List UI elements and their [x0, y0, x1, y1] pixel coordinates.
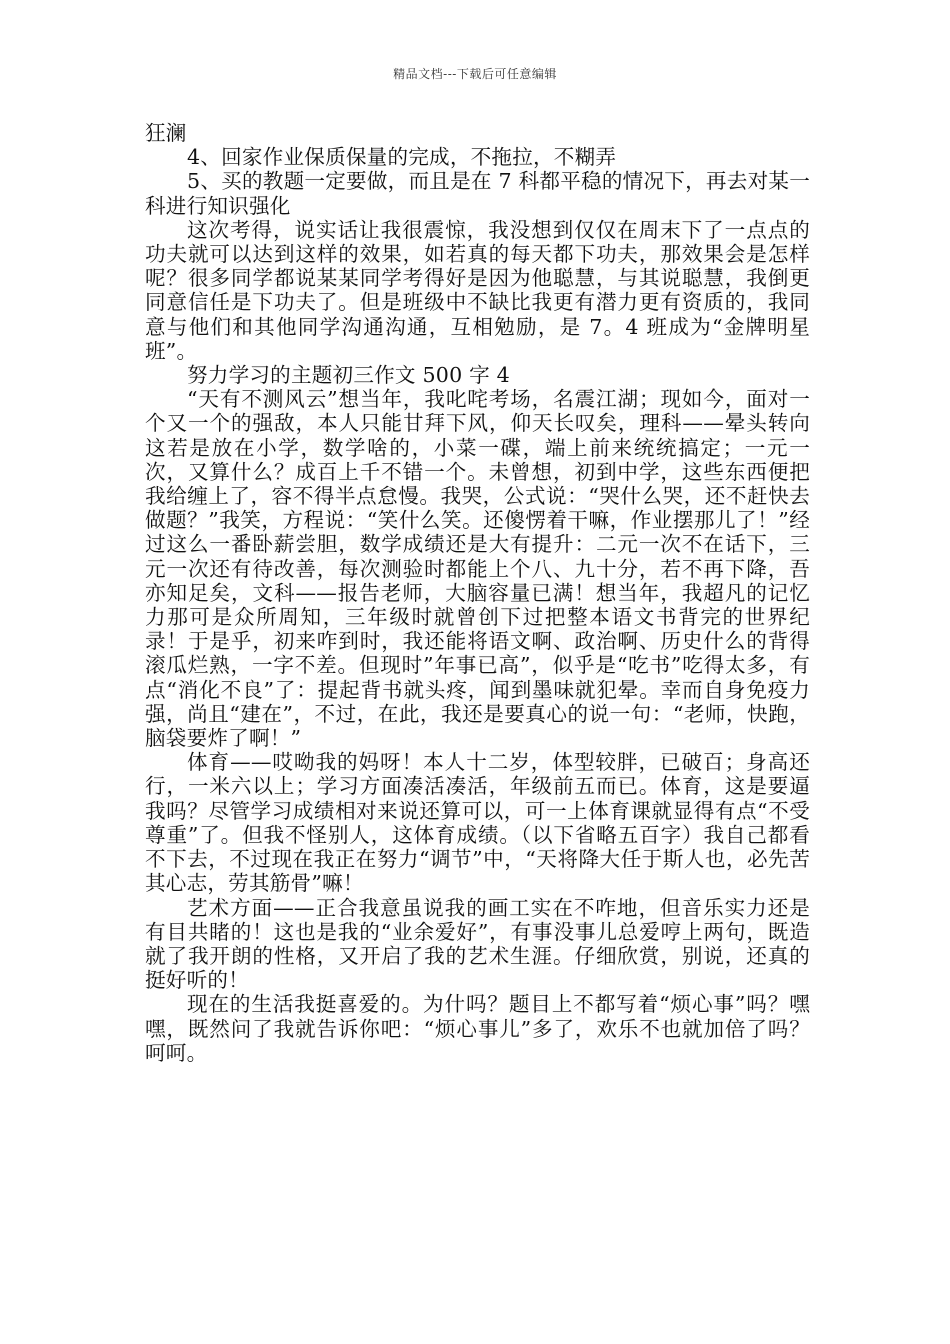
paragraph-item-4: 4、回家作业保质保量的完成，不拖拉，不糊弄 — [187, 145, 617, 170]
page-header: 精品文档---下载后可任意编辑 — [393, 67, 557, 81]
paragraph-item-5: 5、买的教题一定要做，而且是在 7 科都平稳的情况下，再去对某一科进行知识强化 — [145, 169, 810, 218]
paragraph-conclusion: 现在的生活我挺喜爱的。为什吗？题目上不都写着“烦心事”吗？嘿嘿，既然问了我就告诉你吧：“烦心事儿”多了，欢乐不也就加倍了吗？呵呵。 — [145, 992, 810, 1065]
document-body — [145, 121, 810, 1065]
paragraph-sports: 体育——哎呦我的妈呀！本人十二岁，体型较胖，已破百；身高还行，一米六以上；学习方面凑活凑活，年级前五而已。体育，这是要逼我吗？尽管学习成绩相对来说还算可以，可一上体育课就显得有点“不受尊重”了。但我不怪别人，这体育成绩。（以下省略五百字）我自己都看不下去，不过现在我正在努力“调节”中，“天将降大任于斯人也，必先苦其心志，劳其筋骨”嘛！ — [145, 750, 810, 896]
section-heading: 努力学习的主题初三作文 500 字 4 — [187, 363, 510, 388]
paragraph-continuation: 狂澜 — [145, 121, 187, 145]
paragraph-reflection: 这次考得，说实话让我很震惊，我没想到仅仅在周末下了一点点的功夫就可以达到这样的效果，如若真的每天都下功夫，那效果会是怎样呢？很多同学都说某某同学考得好是因为他聪慧，与其说聪慧，我倒更同意信任是下功夫了。但是班级中不缺比我更有潜力更有资质的，我同意与他们和其他同学沟通沟通，互相勉励，是 7。4 班成为“金牌明星班”。 — [145, 217, 810, 363]
paragraph-art: 艺术方面——正合我意虽说我的画工实在不咋地，但音乐实力还是有目共睹的！这也是我的“业余爱好”，有事没事儿总爱哼上两句，既造就了我开朗的性格，又开启了我的艺术生涯。仔细欣赏，别说，还真的挺好听的！ — [145, 895, 810, 993]
paragraph-study: “天有不测风云”想当年，我叱咤考场，名震江湖；现如今，面对一个又一个的强敌，本人只能甘拜下风，仰天长叹矣，理科——晕头转向这若是放在小学，数学啥的，小菜一碟，端上前来统统搞定；一元一次，又算什么？成百上千不错一个。未曾想，初到中学，这些东西便把我给缠上了，容不得半点怠慢。我哭，公式说：“哭什么哭，还不赶快去做题？”我笑，方程说：“笑什么笑。还傻愣着干嘛，作业摆那儿了！”经过这么一番卧薪尝胆，数学成绩还是大有提升：二元一次不在话下，三元一次还有待改善，每次测验时都能上个八、九十分，若不再下降，吾亦知足矣，文科——报告老师，大脑容量已满！想当年，我超凡的记忆力那可是众所周知，三年级时就曾创下过把整本语文书背完的世界纪录！于是乎，初来咋到时，我还能将语文啊、政治啊、历史什么的背得滚瓜烂熟，一字不差。但现时”年事已高”，似乎是“吃书”吃得太多，有点“消化不良”了：提起背书就头疼，闻到墨味就犯晕。幸而自身免疫力强，尚且“建在”，不过，在此，我还是要真心的说一句：“老师，快跑，脑袋要炸了啊！” — [145, 387, 810, 751]
